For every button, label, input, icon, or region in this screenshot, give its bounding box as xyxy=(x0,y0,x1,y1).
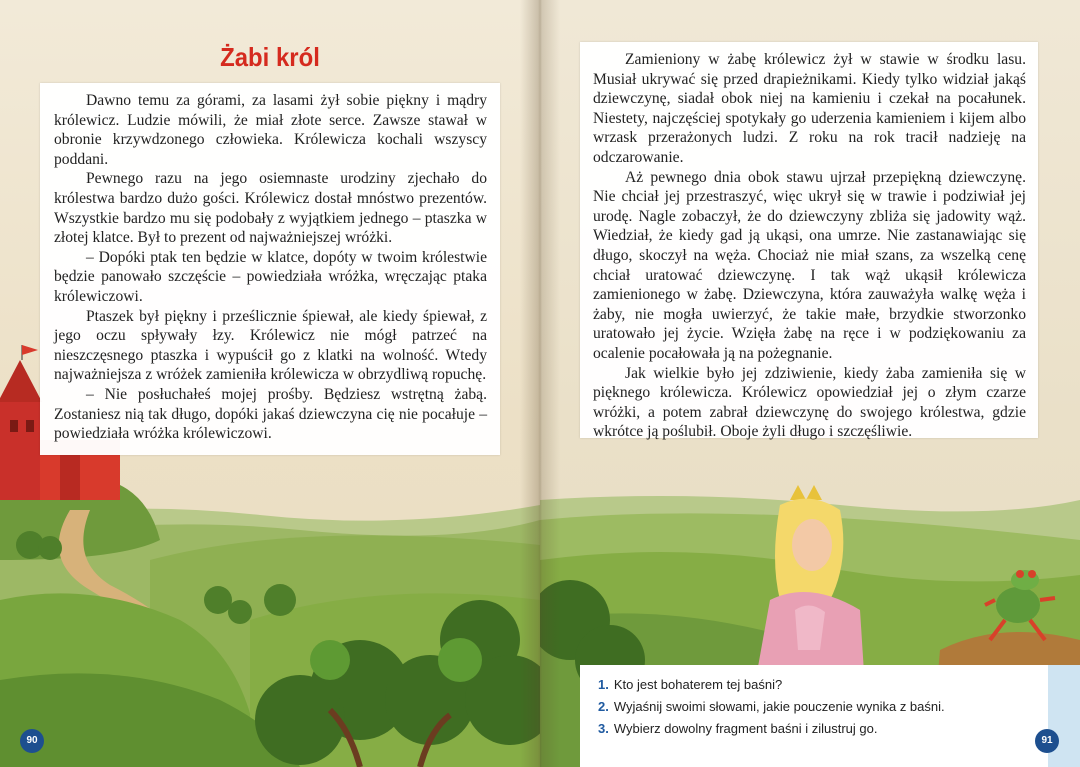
paragraph: Pewnego razu na jego osiemnaste urodziny zjechało do królestwa bardzo dużo gości. Królewicz dostał mnóstwo prezentów. Wszystkie bardzo mu się podobały z wyjątkiem jednego – ptaszka w złotej klatce. Był to prezent od najważniejszej wróżki. xyxy=(54,170,487,247)
question-number: 3. xyxy=(598,721,609,736)
question-item xyxy=(598,699,1048,721)
story-title: Żabi król xyxy=(220,42,320,72)
questions-box xyxy=(580,665,1048,767)
question-text: Kto jest bohaterem tej baśni? xyxy=(613,677,783,692)
paragraph: – Dopóki ptak ten będzie w klatce, dopóty w twoim królestwie będzie panowało szczęście – powiedziała wróżka, wręczając ptaka królewiczowi. xyxy=(54,248,487,305)
question-item xyxy=(598,721,1048,743)
question-text: Wyjaśnij swoimi słowami, jakie pouczenie wynika z baśni. xyxy=(613,699,945,714)
right-page xyxy=(540,0,1080,767)
book-spine-shadow xyxy=(520,0,560,767)
paragraph: Dawno temu za górami, za lasami żył sobie piękny i mądry królewicz. Ludzie mówili, że miał złote serce. Zawsze stawał w obronie krzywdzonego człowieka. Królewicza kochali wszyscy poddani. xyxy=(54,92,487,168)
paragraph: Zamieniony w żabę królewicz żył w stawie w środku lasu. Musiał ukrywać się przed drapieżnikami. Kiedy tylko widział jakąś dziewczynę, siadał obok niej na kamieniu i czekał na pocałunek. Niestety, najczęściej spotykały go uderzenia kamieniem i kijem albo wrzask przerażonych ludzi. Z roku na rok tracił nadzieję na odczarowanie. xyxy=(593,51,1026,166)
story-text-left xyxy=(40,83,500,455)
paragraph: Aż pewnego dnia obok stawu ujrzał przepiękną dziewczynę. Nie chciał jej przestraszyć, więc ukrył się w trawie i podziwiał jej urodę. Nagle zobaczył, że do dziewczyny zbliża się jadowity wąż. Wiedział, że kiedy gad ją ukąsi, ona umrze. Nie zastanawiając się długo, skoczył na węża. Chociaż nie miał szans, za wszelką cenę chciał uratować dziewczynę. I tak wąż ukąsił królewicza zamienionego w żabę. Dziewczyna, która zauważyła walkę węża i żaby, nie mogła uwierzyć, że takie małe, brzydkie stworzonko uratowało jej życie. Wzięła żabę na ręce i w podziękowaniu za ocalenie pocałowała ją na pożegnanie. xyxy=(593,168,1026,362)
paragraph: – Nie posłuchałeś mojej prośby. Będziesz wstrętną żabą. Zostaniesz nią tak długo, dopóki jakaś dziewczyna cię nie pocałuje – powiedziała wróżka królewiczowi. xyxy=(54,385,487,443)
question-number: 2. xyxy=(598,699,609,714)
question-item xyxy=(598,677,1048,699)
question-number: 1. xyxy=(598,677,609,692)
page-number-left: 90 xyxy=(20,729,44,753)
question-side-bar xyxy=(1048,665,1080,767)
page-number-right: 91 xyxy=(1035,729,1059,753)
paragraph: Ptaszek był piękny i prześlicznie śpiewał, ale kiedy śpiewał, z jego oczu spływały łzy. Królewicz nie mógł patrzeć na nieszczęsnego ptaszka i wypuścił go z klatki na wolność. Wtedy najważniejsza z wróżek zamieniła królewicza w obrzydliwą ropuchę. xyxy=(54,307,487,384)
question-text: Wybierz dowolny fragment baśni i zilustruj go. xyxy=(613,721,878,736)
paragraph: Jak wielkie było jej zdziwienie, kiedy żaba zamieniła się w pięknego królewicza. Królewicz opowiedział jej o złym czarze wróżki, a potem zabrał dziewczynę do swojego królestwa, gdzie wkrótce ją poślubił. Oboje żyli długo i szczęśliwie. xyxy=(593,364,1026,441)
story-text-right xyxy=(580,42,1038,441)
